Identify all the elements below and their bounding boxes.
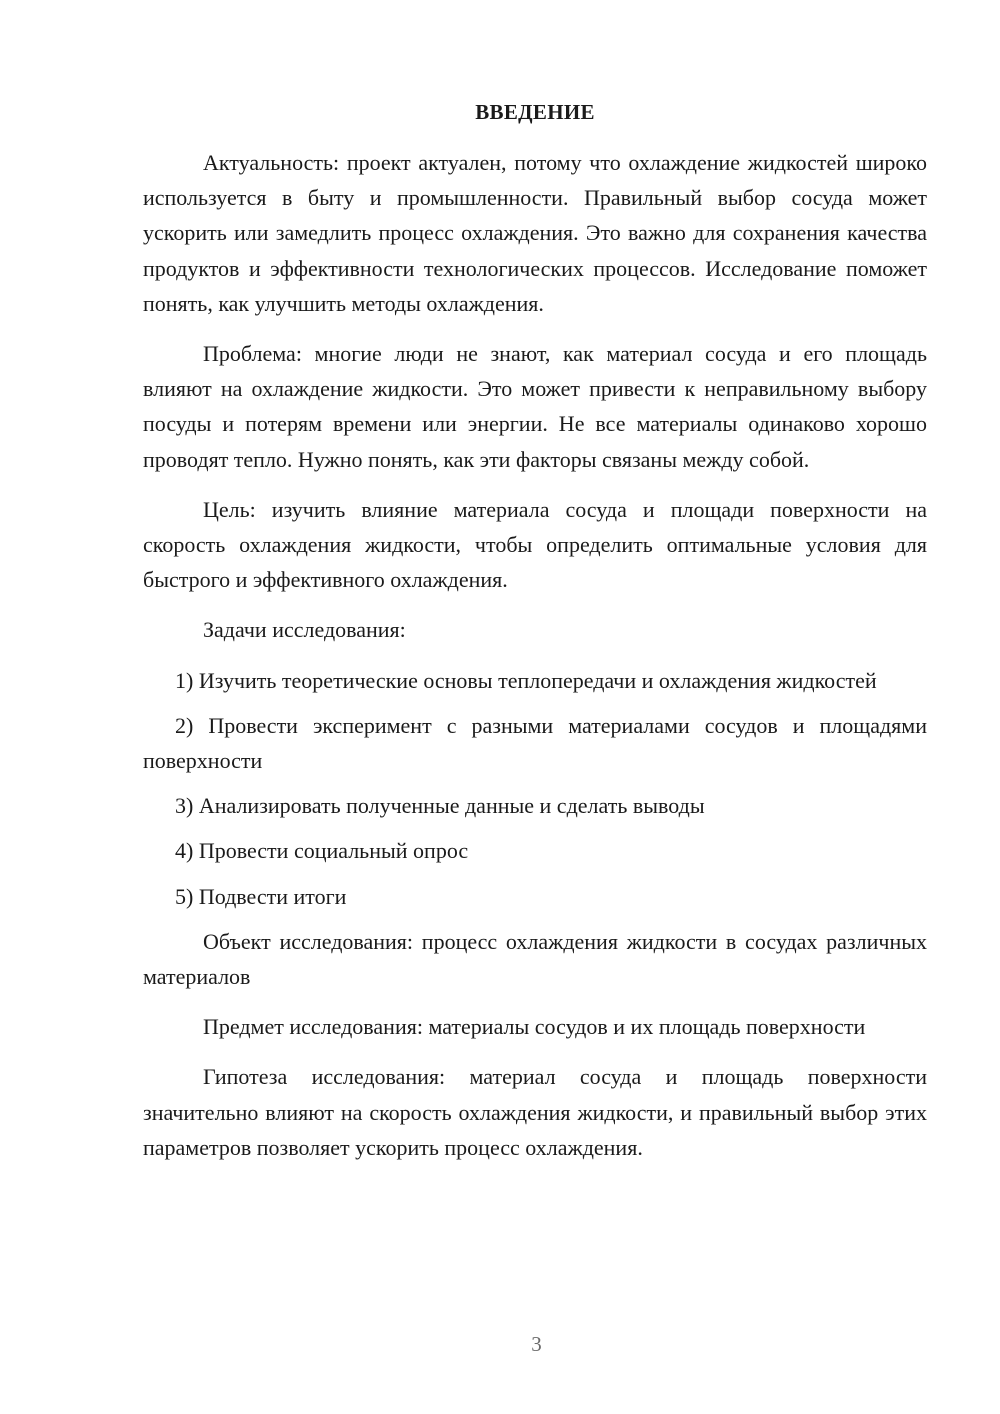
page-content: [143, 96, 927, 1180]
task-item: 3) Анализировать полученные данные и сделать выводы: [175, 793, 705, 819]
goal-paragraph: Цель: изучить влияние материала сосуда и площади поверхности на скорость охлаждения жидкости, чтобы определить оптимальные условия для быстрого и эффективного охлаждения.: [143, 496, 927, 593]
object-paragraph: Объект исследования: процесс охлаждения жидкости в сосудах различных материалов: [143, 928, 927, 990]
tasks-heading: Задачи исследования:: [203, 617, 406, 643]
subject-paragraph: Предмет исследования: материалы сосудов и их площадь поверхности: [203, 1014, 866, 1040]
relevance-paragraph: Актуальность: проект актуален, потому что охлаждение жидкостей широко используется в быту и промышленности. Правильный выбор сосуда может ускорить или замедлить процесс охлаждения. Это важно для сохранения качества продуктов и эффективности технологических процессов. Исследование поможет понять, как улучшить методы охлаждения.: [143, 150, 927, 316]
problem-paragraph: Проблема: многие люди не знают, как материал сосуда и его площадь влияют на охлаждение жидкости. Это может привести к неправильному выбору посуды и потерям времени или энергии. Не все материалы одинаково хорошо проводят тепло. Нужно понять, как эти факторы связаны между собой.: [143, 341, 927, 472]
task-item: 1) Изучить теоретические основы теплопередачи и охлаждения жидкостей: [175, 667, 877, 693]
page-number: 3: [531, 1332, 542, 1356]
task-item: 4) Провести социальный опрос: [175, 838, 469, 864]
task-item: 5) Подвести итоги: [175, 883, 347, 909]
hypothesis-paragraph: Гипотеза исследования: материал сосуда и площадь поверхности значительно влияют на скорость охлаждения жидкости, и правильный выбор этих параметров позволяет ускорить процесс охлаждения.: [143, 1064, 927, 1160]
task-item: 2) Провести эксперимент с разными материалами сосудов и площадями поверхности: [143, 712, 927, 774]
section-title: ВВЕДЕНИЕ: [475, 100, 595, 124]
